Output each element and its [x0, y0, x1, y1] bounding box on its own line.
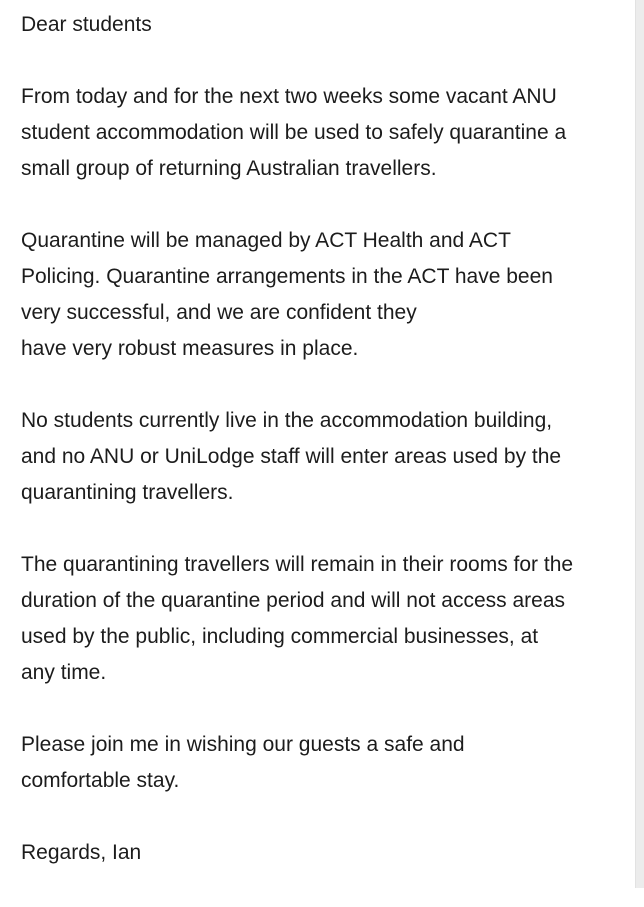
email-paragraph-2 — [21, 223, 621, 367]
scrollbar-track[interactable] — [635, 0, 644, 888]
paragraph-line: small group of returning Australian travellers. — [21, 157, 437, 180]
paragraph-line: Please join me in wishing our guests a safe and — [21, 733, 465, 756]
paragraph-line: any time. — [21, 661, 107, 684]
paragraph-line: used by the public, including commercial businesses, at — [21, 625, 539, 648]
paragraph-line: No students currently live in the accommodation building, — [21, 409, 553, 432]
paragraph-line: quarantining travellers. — [21, 481, 234, 504]
paragraph-line: have very robust measures in place. — [21, 337, 359, 360]
paragraph-line: comfortable stay. — [21, 769, 180, 792]
signoff-text: Regards, Ian — [21, 841, 142, 864]
paragraph-line: student accommodation will be used to safely quarantine a — [21, 121, 567, 144]
paragraph-line: Policing. Quarantine arrangements in the ACT have been — [21, 265, 553, 288]
email-paragraph-4 — [21, 547, 621, 691]
paragraph-line: Quarantine will be managed by ACT Health and ACT — [21, 229, 511, 252]
email-greeting — [21, 7, 621, 43]
greeting-text: Dear students — [21, 13, 152, 36]
email-body — [21, 7, 621, 907]
paragraph-line: duration of the quarantine period and will not access areas — [21, 589, 566, 612]
paragraph-line: and no ANU or UniLodge staff will enter areas used by the — [21, 445, 562, 468]
email-signoff — [21, 835, 621, 871]
paragraph-line: very successful, and we are confident they — [21, 301, 417, 324]
email-paragraph-5 — [21, 727, 621, 799]
paragraph-line: From today and for the next two weeks some vacant ANU — [21, 85, 557, 108]
email-paragraph-1 — [21, 79, 621, 187]
email-paragraph-3 — [21, 403, 621, 511]
paragraph-line: The quarantining travellers will remain in their rooms for the — [21, 553, 574, 576]
